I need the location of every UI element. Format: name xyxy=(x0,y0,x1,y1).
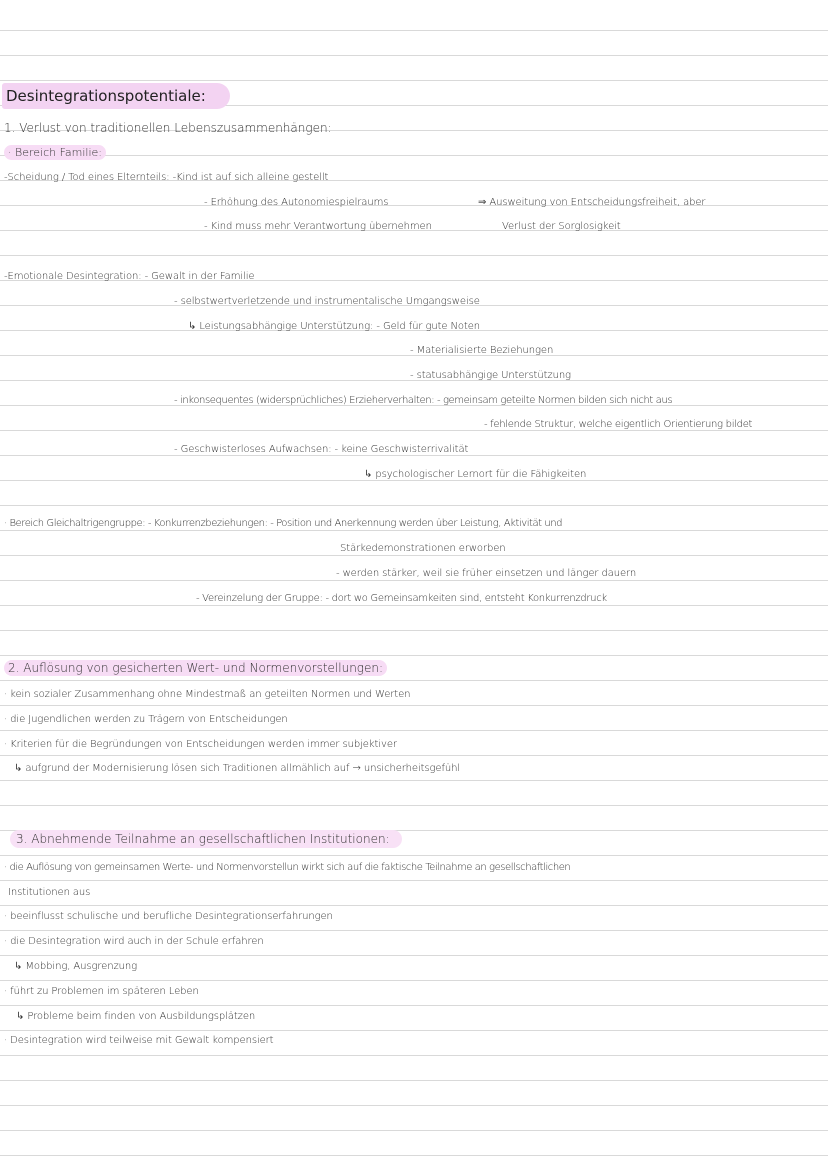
section-2-heading xyxy=(4,661,387,675)
note-line: ↳ Mobbing, Ausgrenzung xyxy=(14,961,137,972)
note-line: · die Jugendlichen werden zu Trägern von Entscheidungen xyxy=(4,714,288,725)
section-2-heading-text: 2. Auflösung von gesicherten Wert- und Normenvorstellungen: xyxy=(4,660,387,676)
note-line: ↳ Probleme beim finden von Ausbildungsplätzen xyxy=(16,1011,256,1022)
note-line: -Scheidung / Tod eines Elternteils: -Kind ist auf sich alleine gestellt xyxy=(4,172,329,183)
note-line: ⇒ Ausweitung von Entscheidungsfreiheit, aber xyxy=(478,197,706,208)
note-line: · Kriterien für die Begründungen von Entscheidungen werden immer subjektiver xyxy=(4,739,397,750)
note-line: - Vereinzelung der Gruppe: - dort wo Gemeinsamkeiten sind, entsteht Konkurrenzdruck xyxy=(196,593,607,604)
title-highlight xyxy=(2,83,230,109)
note-line: · die Auflösung von gemeinsamen Werte- und Normenvorstellun wirkt sich auf die faktische Teilnahme an gesellschaftlichen xyxy=(4,862,571,873)
note-line: - Kind muss mehr Verantwortung übernehmen xyxy=(204,221,432,232)
note-line: · beeinflusst schulische und berufliche Desintegrationserfahrungen xyxy=(4,911,333,922)
page-title: Desintegrationspotentiale: xyxy=(6,87,206,105)
note-line: - selbstwertverletzende und instrumentalische Umgangsweise xyxy=(174,296,480,307)
note-line: ↳ psychologischer Lernort für die Fähigkeiten xyxy=(364,469,587,480)
note-line: - inkonsequentes (widersprüchliches) Erzieherverhalten: - gemeinsam geteilte Normen bilden sich nicht aus xyxy=(174,395,673,406)
section-3-heading-text: 3. Abnehmende Teilnahme an gesellschaftlichen Institutionen: xyxy=(10,830,402,848)
note-line: ↳ aufgrund der Modernisierung lösen sich Traditionen allmählich auf → unsicherheitsgefühl xyxy=(14,763,461,774)
subheading-family xyxy=(4,146,106,160)
section-3-heading xyxy=(10,832,402,846)
note-line: - werden stärker, weil sie früher einsetzen und länger dauern xyxy=(336,568,637,579)
subheading-family-text: · Bereich Familie: xyxy=(4,145,106,160)
note-line: - fehlende Struktur, welche eigentlich Orientierung bildet xyxy=(484,419,753,430)
note-line: Institutionen aus xyxy=(8,887,91,898)
note-line: · kein sozialer Zusammenhang ohne Mindestmaß an geteilten Normen und Werten xyxy=(4,689,411,700)
note-line: - Materialisierte Beziehungen xyxy=(410,345,554,356)
note-line: - Geschwisterloses Aufwachsen: - keine Geschwisterrivalität xyxy=(174,444,469,455)
note-line: Stärkedemonstrationen erworben xyxy=(340,543,506,554)
note-line: ↳ Leistungsabhängige Unterstützung: - Geld für gute Noten xyxy=(188,321,481,332)
note-line: · Desintegration wird teilweise mit Gewalt kompensiert xyxy=(4,1035,274,1046)
note-line: - statusabhängige Unterstützung xyxy=(410,370,571,381)
note-line: · Bereich Gleichaltrigengruppe: - Konkurrenzbeziehungen: - Position und Anerkennung werden über Leistung, Aktivität und xyxy=(4,518,563,529)
note-line: Verlust der Sorglosigkeit xyxy=(502,221,621,232)
note-line: - Erhöhung des Autonomiespielraums xyxy=(204,197,389,208)
section-1-heading: 1. Verlust von traditionellen Lebenszusammenhängen: xyxy=(4,121,332,135)
note-line: -Emotionale Desintegration: - Gewalt in der Familie xyxy=(4,271,255,282)
note-line: · die Desintegration wird auch in der Schule erfahren xyxy=(4,936,264,947)
note-line: · führt zu Problemen im späteren Leben xyxy=(4,986,199,997)
